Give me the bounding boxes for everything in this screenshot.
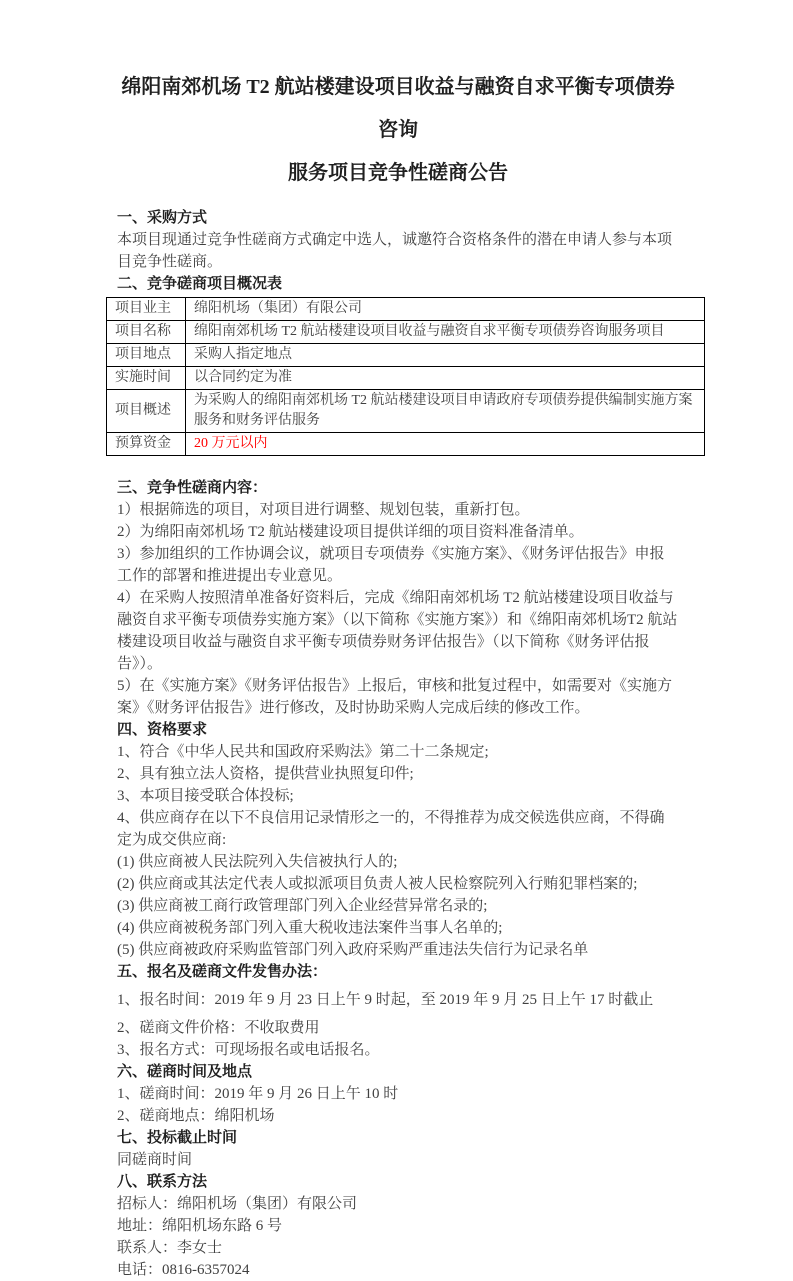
bad-credit-subitem-1: (1) 供应商被人民法院列入失信被执行人的;: [117, 854, 398, 870]
contact-address-line: 地址：绵阳机场东路 6 号: [117, 1218, 283, 1234]
qualification-item-3: 3、本项目接受联合体投标;: [117, 788, 294, 804]
row-label-project-location: 项目地点: [107, 344, 186, 367]
consultation-time-item: 1、磋商时间：2019 年 9 月 26 日上午 10 时: [117, 1086, 399, 1102]
bad-credit-subitem-5: (5) 供应商被政府采购监管部门列入政府采购严重违法失信行为记录名单: [117, 942, 589, 958]
consultation-item-3: 3）参加组织的工作协调会议，就项目专项债券《实施方案》、《财务评估报告》申报工作的部署和推进提出专业意见。: [117, 546, 665, 584]
document-price-item: 2、磋商文件价格：不收取费用: [117, 1020, 320, 1036]
consultation-item-1: 1）根据筛选的项目，对项目进行调整、规划包装，重新打包。: [117, 502, 530, 518]
table-row-project-summary: [107, 390, 705, 433]
section-heading-qualification-requirements: 四、资格要求: [117, 722, 208, 738]
row-label-project-owner: 项目业主: [107, 298, 186, 321]
consultation-item-4: 4）在采购人按照清单准备好资料后，完成《绵阳南郊机场 T2 航站楼建设项目收益与融资自求平衡专项债券实施方案》（以下简称《实施方案》）和《绵阳南郊机场T2 航站楼建设项目收益与融资自求平衡专项债券财务评估报告》（以下简称《财务评估报告》）。: [117, 590, 678, 672]
row-value-project-summary: 为采购人的绵阳南郊机场 T2 航站楼建设项目申请政府专项债券提供编制实施方案服务和财务评估服务: [186, 390, 705, 433]
consultation-place-item: 2、磋商地点：绵阳机场: [117, 1108, 275, 1124]
registration-way-item: 3、报名方式：可现场报名或电话报名。: [117, 1042, 380, 1058]
contact-tenderer-line: 招标人：绵阳机场（集团）有限公司: [117, 1196, 358, 1212]
section-heading-registration-method: 五、报名及磋商文件发售办法：: [117, 964, 328, 980]
procurement-method-paragraph: 本项目现通过竞争性磋商方式确定中选人，诚邀符合资格条件的潜在申请人参与本项目竞争性磋商。: [117, 232, 673, 270]
table-row-budget: [107, 433, 705, 456]
row-label-project-summary: 项目概述: [107, 390, 186, 433]
contact-phone-line: 电话：0816-6357024: [117, 1262, 250, 1278]
row-value-project-location: 采购人指定地点: [186, 344, 705, 367]
row-label-implementation-time: 实施时间: [107, 367, 186, 390]
page-title-line-2: 服务项目竞争性磋商公告: [288, 162, 508, 184]
table-row-project-location: [107, 344, 705, 367]
section-heading-bid-deadline: 七、投标截止时间: [117, 1130, 238, 1146]
project-overview-table: [106, 297, 705, 456]
row-value-budget: 20 万元以内: [186, 433, 705, 456]
row-value-project-name: 绵阳南郊机场 T2 航站楼建设项目收益与融资自求平衡专项债券咨询服务项目: [186, 321, 705, 344]
table-row-project-name: [107, 321, 705, 344]
section-heading-procurement-method: 一、采购方式: [117, 210, 208, 226]
qualification-item-2: 2、具有独立法人资格，提供营业执照复印件;: [117, 766, 414, 782]
bad-credit-subitem-2: (2) 供应商或其法定代表人或拟派项目负责人被人民检察院列入行贿犯罪档案的;: [117, 876, 638, 892]
row-value-implementation-time: 以合同约定为准: [186, 367, 705, 390]
table-row-implementation-time: [107, 367, 705, 390]
registration-time-item: 1、报名时间：2019 年 9 月 23 日上午 9 时起，至 2019 年 9 月 25 日上午 17 时截止: [117, 992, 654, 1008]
contact-person-line: 联系人：李女士: [117, 1240, 223, 1256]
bid-deadline-paragraph: 同磋商时间: [117, 1152, 193, 1168]
section-heading-consultation-time-place: 六、磋商时间及地点: [117, 1064, 253, 1080]
qualification-item-1: 1、符合《中华人民共和国政府采购法》第二十二条规定;: [117, 744, 489, 760]
qualification-item-4: 4、供应商存在以下不良信用记录情形之一的，不得推荐为成交候选供应商，不得确定为成交供应商:: [117, 810, 665, 848]
page-title: [117, 66, 679, 195]
section-heading-consultation-content: 三、竞争性磋商内容：: [117, 480, 268, 496]
table-row-project-owner: [107, 298, 705, 321]
page-title-line-1: 绵阳南郊机场 T2 航站楼建设项目收益与融资自求平衡专项债券咨询: [121, 76, 675, 141]
row-label-project-name: 项目名称: [107, 321, 186, 344]
row-value-project-owner: 绵阳机场（集团）有限公司: [186, 298, 705, 321]
consultation-item-2: 2）为绵阳南郊机场 T2 航站楼建设项目提供详细的项目资料准备清单。: [117, 524, 584, 540]
bad-credit-subitem-3: (3) 供应商被工商行政管理部门列入企业经营异常名录的;: [117, 898, 488, 914]
section-heading-project-overview-table: 二、竞争磋商项目概况表: [117, 276, 283, 292]
bad-credit-subitem-4: (4) 供应商被税务部门列入重大税收违法案件当事人名单的;: [117, 920, 503, 936]
consultation-item-5: 5）在《实施方案》《财务评估报告》上报后，审核和批复过程中，如需要对《实施方案》《财务评估报告》进行修改，及时协助采购人完成后续的修改工作。: [117, 678, 673, 716]
section-heading-contact-info: 八、联系方法: [117, 1174, 208, 1190]
row-label-budget: 预算资金: [107, 433, 186, 456]
